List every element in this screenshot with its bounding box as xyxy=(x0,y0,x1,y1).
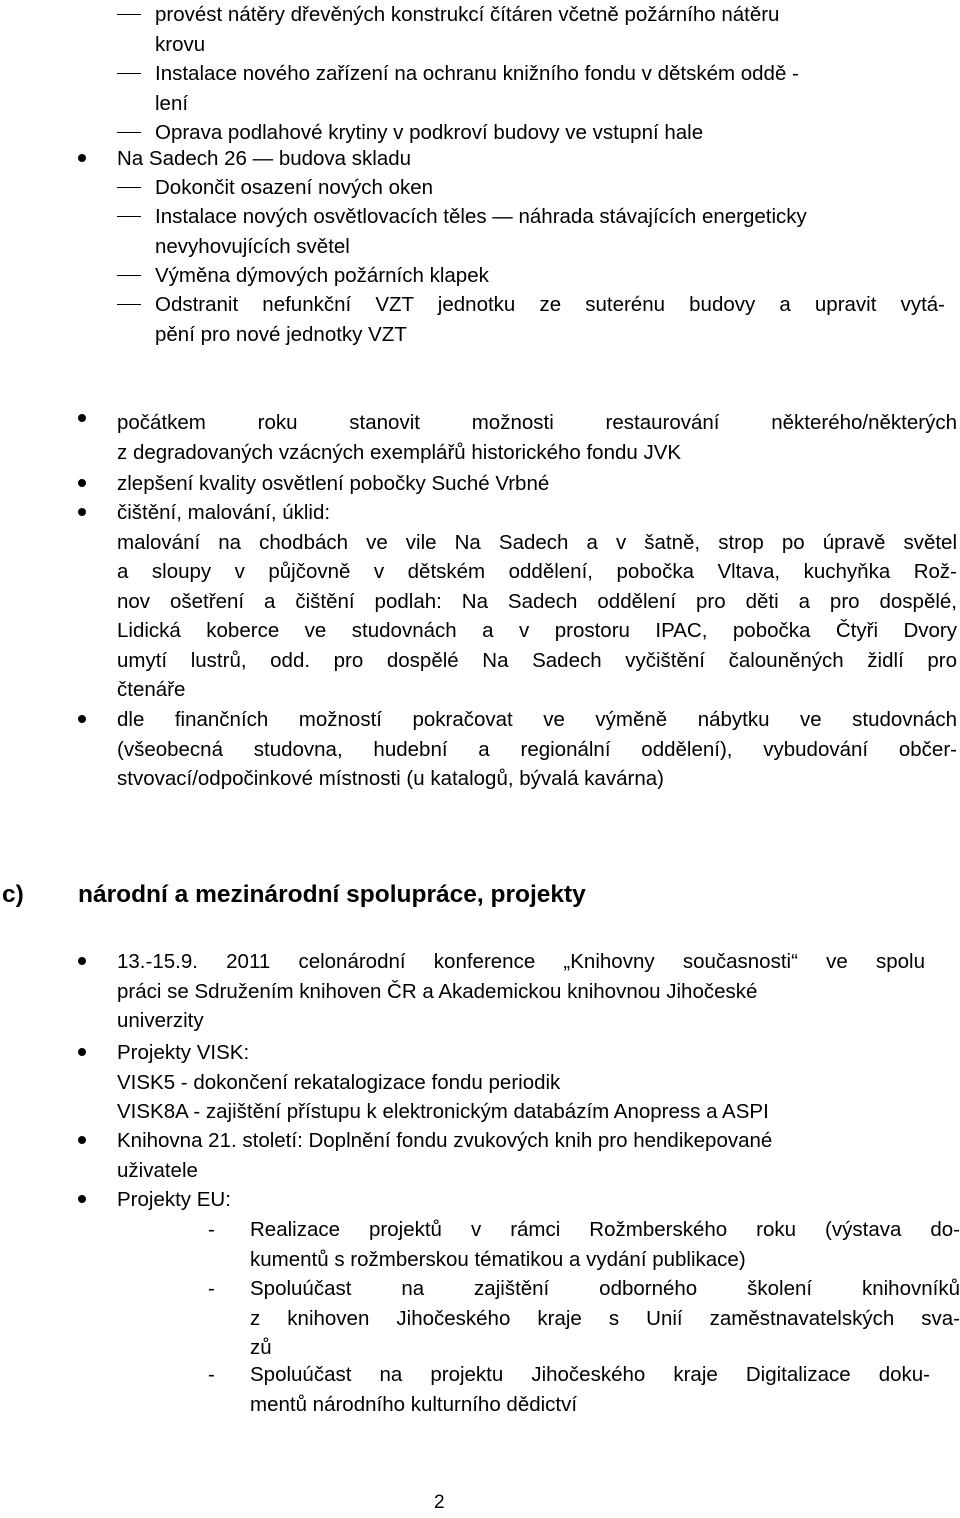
hyphen-marker: - xyxy=(208,1277,215,1300)
list-item-line: kumentů s rožmberskou tématikou a vydání publikace) xyxy=(250,1247,746,1271)
list-item-line: malování na chodbách ve vile Na Sadech a v šatně, strop po úpravě světel xyxy=(117,530,957,554)
list-item xyxy=(155,261,940,291)
bullet-marker xyxy=(78,957,86,965)
list-item-line: Projekty EU: xyxy=(117,1188,231,1211)
list-item xyxy=(117,469,957,499)
list-item xyxy=(117,144,917,174)
list-item-line: a sloupy v půjčovně v dětském oddělení, pobočka Vltava, kuchyňka Rož- xyxy=(117,560,957,583)
bullet-marker xyxy=(78,1048,86,1056)
list-item-line: Oprava podlahové krytiny v podkroví budovy ve vstupní hale xyxy=(155,121,704,144)
bullet-marker xyxy=(78,508,86,516)
list-item-line: čtenáře xyxy=(117,678,186,701)
list-item xyxy=(250,1360,930,1419)
list-item-line: dle finančních možností pokračovat ve výměně nábytku ve studovnách xyxy=(117,708,957,731)
list-item-line: čištění, malování, úklid: xyxy=(117,501,331,524)
bullet-marker xyxy=(78,1195,86,1203)
dash-marker xyxy=(117,275,141,276)
list-item xyxy=(155,290,945,349)
list-item xyxy=(155,173,940,203)
page-number: 2 xyxy=(434,1492,445,1513)
list-item-line: Instalace nového zařízení na ochranu knižního fondu v dětském oddě - xyxy=(155,62,799,85)
list-item-line: nevyhovujících světel xyxy=(155,234,350,258)
section-marker: c) xyxy=(2,881,24,908)
list-item xyxy=(117,947,925,1036)
list-item-line: (všeobecná studovna, hudební a regionální oddělení), vybudování občer- xyxy=(117,737,957,761)
list-item-line: krovu xyxy=(155,32,206,56)
list-item xyxy=(250,1215,960,1274)
list-item xyxy=(117,705,957,794)
list-item-line: Realizace projektů v rámci Rožmberského roku (výstava do- xyxy=(250,1218,960,1241)
list-item-line: provést nátěry dřevěných konstrukcí čítáren včetně požárního nátěru xyxy=(155,3,780,26)
list-item-line: Dokončit osazení nových oken xyxy=(155,176,434,199)
bullet-marker xyxy=(78,414,86,422)
dash-marker xyxy=(117,187,141,188)
list-item-line: Spoluúčast na zajištění odborného školení knihovníků xyxy=(250,1277,960,1300)
bullet-marker xyxy=(78,1136,86,1144)
list-item xyxy=(117,498,957,705)
list-item-line: stvovací/odpočinkové místnosti (u katalogů, bývalá kavárna) xyxy=(117,767,664,790)
list-item-line: z degradovaných vzácných exemplářů historického fondu JVK xyxy=(117,440,682,464)
list-item-line: Výměna dýmových požárních klapek xyxy=(155,264,489,287)
dash-marker xyxy=(117,132,141,133)
list-item xyxy=(117,408,957,467)
list-item-line: univerzity xyxy=(117,1009,204,1032)
list-item xyxy=(117,1185,932,1215)
list-item xyxy=(155,202,940,261)
list-item-line: počátkem roku stanovit možnosti restaurování některého/některých xyxy=(117,411,957,434)
hyphen-marker: - xyxy=(208,1363,215,1386)
list-item-line: umytí lustrů, odd. pro dospělé Na Sadech vyčištění čalouněných židlí pro xyxy=(117,648,957,672)
list-item-line: zlepšení kvality osvětlení pobočky Suché Vrbné xyxy=(117,472,550,495)
bullet-marker xyxy=(78,715,86,723)
list-item xyxy=(117,1038,932,1127)
list-item-line: Odstranit nefunkční VZT jednotku ze suterénu budovy a upravit vytá- xyxy=(155,293,945,316)
bullet-marker xyxy=(78,479,86,487)
list-item-line: Projekty VISK: xyxy=(117,1041,250,1064)
hyphen-marker: - xyxy=(208,1218,215,1241)
bullet-marker xyxy=(78,154,86,162)
list-item-line: VISK5 - dokončení rekatalogizace fondu periodik xyxy=(117,1070,561,1094)
list-item xyxy=(155,0,940,59)
list-item-line: pění pro nové jednotky VZT xyxy=(155,322,407,346)
list-item-line: Lidická koberce ve studovnách a v prostoru IPAC, pobočka Čtyři Dvory xyxy=(117,619,957,642)
list-item-line: práci se Sdružením knihoven ČR a Akademickou knihovnou Jihočeské xyxy=(117,979,758,1003)
list-item-line: zů xyxy=(250,1336,272,1359)
dash-marker xyxy=(117,216,141,217)
list-item xyxy=(250,1274,960,1363)
list-item-line: z knihoven Jihočeského kraje s Unií zaměstnavatelských sva- xyxy=(250,1306,960,1330)
list-item-line: Spoluúčast na projektu Jihočeského kraje Digitalizace doku- xyxy=(250,1363,930,1386)
dash-marker xyxy=(117,73,141,74)
list-item-line: lení xyxy=(155,91,189,115)
list-item-line: Na Sadech 26 — budova skladu xyxy=(117,147,412,170)
list-item-line: nov ošetření a čištění podlah: Na Sadech oddělení pro děti a pro dospělé, xyxy=(117,589,957,613)
list-item-line: Instalace nových osvětlovacích těles — náhrada stávajících energeticky xyxy=(155,205,807,228)
list-item-line: uživatele xyxy=(117,1158,198,1182)
section-heading: národní a mezinárodní spolupráce, projekty xyxy=(78,881,586,908)
list-item-line: Knihovna 21. století: Doplnění fondu zvukových knih pro hendikepované xyxy=(117,1129,773,1152)
list-item-line: mentů národního kulturního dědictví xyxy=(250,1392,578,1416)
list-item xyxy=(155,59,940,118)
list-item-line: 13.-15.9. 2011 celonárodní konference „Knihovny současnosti“ ve spolu xyxy=(117,950,925,973)
list-item-line: VISK8A - zajištění přístupu k elektronickým databázím Anopress a ASPI xyxy=(117,1100,769,1123)
dash-marker xyxy=(117,14,141,15)
dash-marker xyxy=(117,304,141,305)
list-item xyxy=(117,1126,932,1185)
